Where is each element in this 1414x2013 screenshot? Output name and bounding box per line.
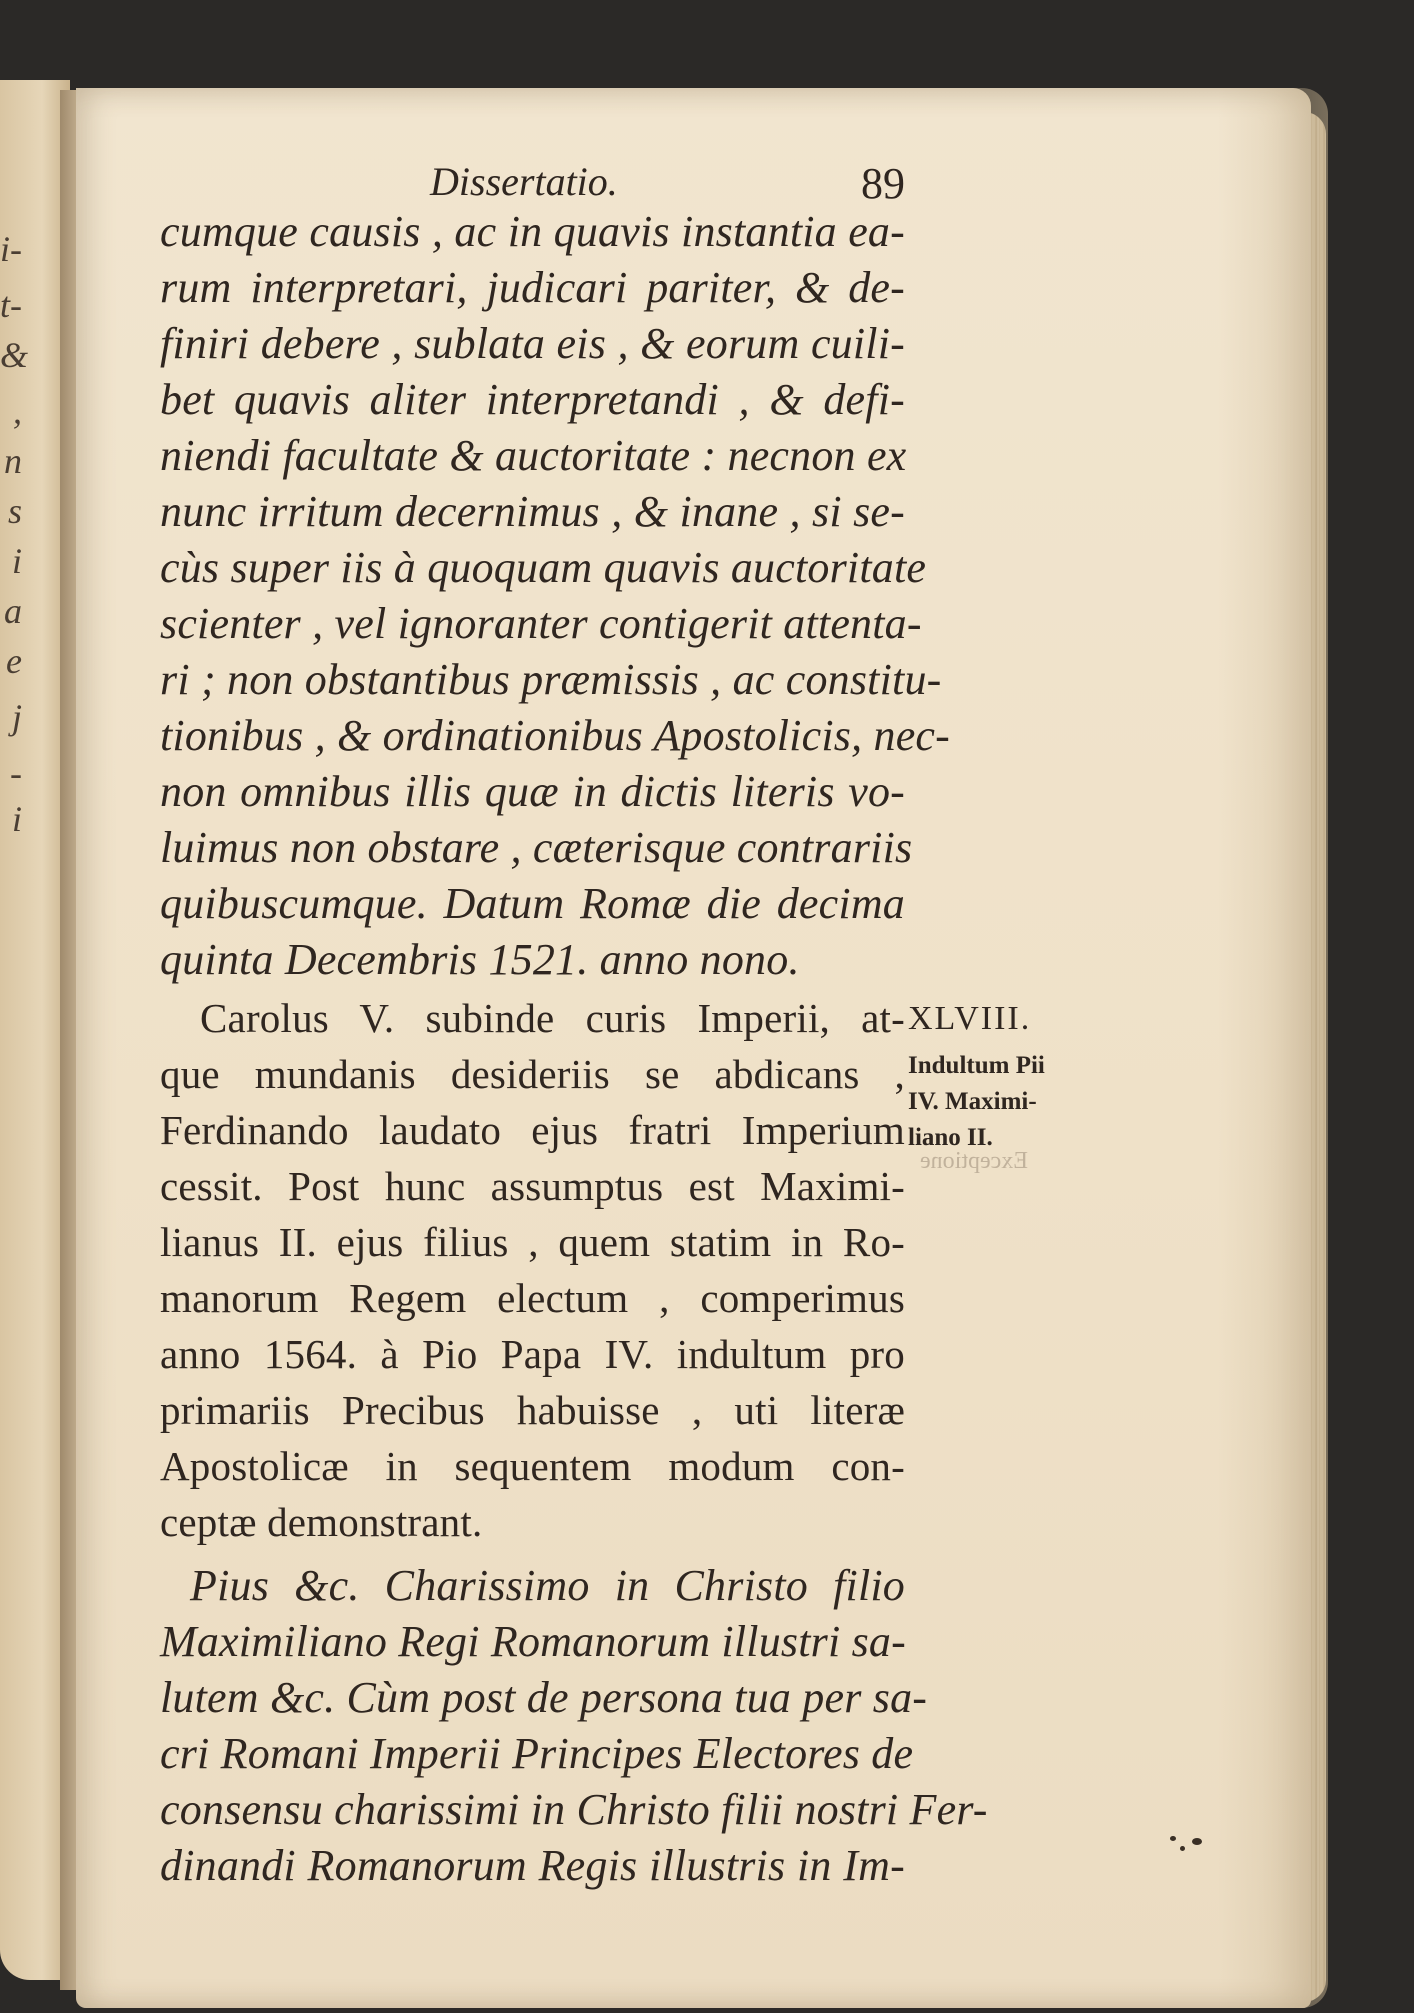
ink-speck (1192, 1838, 1202, 1845)
text-line: Apostolicæ in sequentem modum con- (160, 1443, 905, 1489)
text-line: dinandi Romanorum Regis illustris in Im- (160, 1841, 905, 1890)
text-line: bet quavis aliter interpretandi , & defi- (160, 375, 905, 424)
marginal-note-line: liano II. (908, 1124, 993, 1151)
text-line: quibuscumque. Datum Romæ die decima (160, 879, 905, 928)
marginal-note-line: IV. Maximi- (908, 1088, 1037, 1115)
text-line: manorum Regem electum , comperimus (160, 1275, 905, 1321)
text-line: niendi facultate & auctoritate : necnon ex (160, 431, 907, 480)
text-line: ceptæ demonstrant. (160, 1499, 483, 1545)
text-line: consensu charissimi in Christo filii nostri Fer- (160, 1785, 988, 1834)
ink-speck (1180, 1846, 1185, 1851)
text-line: cessit. Post hunc assumptus est Maximi- (160, 1163, 905, 1209)
left-page-fragment: - (10, 753, 22, 793)
left-page-fragment: a (4, 591, 22, 631)
left-page-fragment: s (7, 491, 22, 531)
verso-bleed-through: Exceptione (920, 1148, 1028, 1174)
left-page-fragment: i- (0, 229, 22, 269)
text-line: Maximiliano Regi Romanorum illustri sa- (160, 1617, 906, 1666)
text-line: cùs super iis à quoquam quavis auctoritate (160, 543, 927, 592)
text-line: quinta Decembris 1521. anno nono. (160, 935, 800, 984)
text-line: que mundanis desideriis se abdicans , (160, 1051, 905, 1097)
text-line: finiri debere , sublata eis , & eorum cuili- (160, 319, 905, 368)
page-shading (1218, 88, 1328, 2008)
left-page-fragment: & (0, 335, 29, 375)
text-line: tionibus , & ordinationibus Apostolicis, nec- (160, 711, 950, 760)
left-page-fragment: , (13, 391, 22, 431)
text-line: luimus non obstare , cæterisque contrariis (160, 823, 913, 872)
text-line: lianus II. ejus filius , quem statim in Ro- (160, 1219, 905, 1265)
page-number: 89 (861, 159, 905, 208)
text-line: Ferdinando laudato ejus fratri Imperium (160, 1107, 905, 1153)
left-page-fragment: i (11, 799, 22, 839)
text-line: rum interpretari, judicari pariter, & de- (160, 263, 905, 312)
section-number: XLVIII. (908, 1000, 1032, 1037)
text-line: cumque causis , ac in quavis instantia ea- (160, 207, 905, 256)
marginal-note-line: Indultum Pii (908, 1052, 1045, 1079)
left-page-fragment: n (4, 441, 22, 481)
text-line: non omnibus illis quæ in dictis literis vo- (160, 767, 905, 816)
page-header (430, 158, 905, 208)
text-line: cri Romani Imperii Principes Electores de (160, 1729, 914, 1778)
text-line: scienter , vel ignoranter contigerit attenta- (160, 599, 922, 648)
text-line: ri ; non obstantibus præmissis , ac constitu- (160, 655, 942, 704)
left-page-fragment: e (6, 641, 22, 681)
text-line: nunc irritum decernimus , & inane , si se- (160, 487, 905, 536)
left-page-fragment: t- (0, 285, 22, 325)
ink-speck (1170, 1836, 1176, 1841)
paragraph-first-line: Pius &c. Charissimo in Christo filio (190, 1561, 905, 1610)
running-head: Dissertatio. (430, 159, 618, 204)
paragraph-first-line: Carolus V. subinde curis Imperii, at- (200, 995, 905, 1041)
text-line: primariis Precibus habuisse , uti literæ (160, 1387, 905, 1433)
text-line: lutem &c. Cùm post de persona tua per sa- (160, 1673, 928, 1722)
left-page-fragment: j (11, 697, 22, 737)
left-page-fragment: i (11, 541, 22, 581)
text-line: anno 1564. à Pio Papa IV. indultum pro (160, 1331, 905, 1377)
